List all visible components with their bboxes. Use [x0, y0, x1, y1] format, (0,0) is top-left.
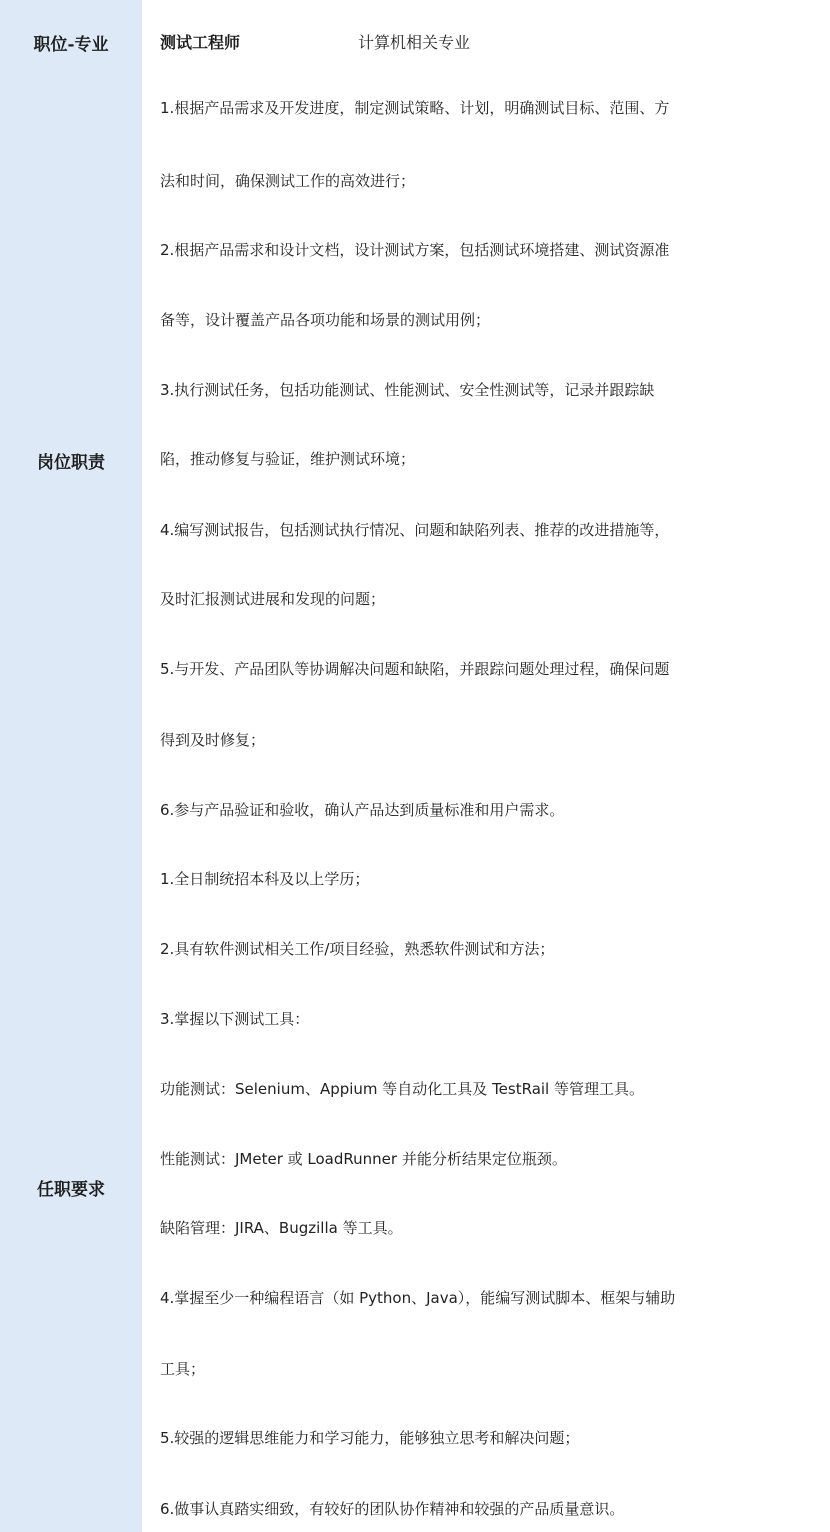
responsibility-line: 6.参与产品验证和验收，确认产品达到质量标准和用户需求。 — [160, 801, 565, 819]
requirement-line: 5.较强的逻辑思维能力和学习能力，能够独立思考和解决问题； — [160, 1429, 580, 1447]
requirement-line: 性能测试：JMeter 或 LoadRunner 并能分析结果定位瓶颈。 — [160, 1150, 567, 1168]
responsibility-line: 法和时间，确保测试工作的高效进行； — [160, 172, 416, 190]
requirement-line: 3.掌握以下测试工具： — [160, 1010, 310, 1028]
responsibility-line: 4.编写测试报告，包括测试执行情况、问题和缺陷列表、推荐的改进措施等， — [160, 521, 670, 539]
label-column — [0, 0, 142, 1532]
responsibility-line: 陷，推动修复与验证，维护测试环境； — [160, 450, 416, 468]
requirement-line: 工具； — [160, 1360, 206, 1378]
responsibility-line: 3.执行测试任务，包括功能测试、性能测试、安全性测试等，记录并跟踪缺 — [160, 381, 655, 399]
requirements-label: 任职要求 — [37, 1180, 105, 1200]
requirement-line: 缺陷管理：JIRA、Bugzilla 等工具。 — [160, 1219, 403, 1237]
requirement-line: 6.做事认真踏实细致，有较好的团队协作精神和较强的产品质量意识。 — [160, 1500, 625, 1518]
requirement-line: 1.全日制统招本科及以上学历； — [160, 870, 370, 888]
responsibility-line: 1.根据产品需求及开发进度，制定测试策略、计划，明确测试目标、范围、方 — [160, 99, 670, 117]
responsibility-line: 得到及时修复； — [160, 731, 266, 749]
responsibilities-label: 岗位职责 — [37, 453, 105, 473]
requirement-line: 4.掌握至少一种编程语言（如 Python、Java），能编写测试脚本、框架与辅助 — [160, 1289, 676, 1307]
requirement-line: 功能测试：Selenium、Appium 等自动化工具及 TestRail 等管理工具。 — [160, 1080, 644, 1098]
position-title: 测试工程师 — [160, 33, 241, 52]
responsibility-line: 5.与开发、产品团队等协调解决问题和缺陷，并跟踪问题处理过程，确保问题 — [160, 660, 670, 678]
responsibility-line: 2.根据产品需求和设计文档，设计测试方案，包括测试环境搭建、测试资源准 — [160, 241, 670, 259]
responsibility-line: 备等，设计覆盖产品各项功能和场景的测试用例； — [160, 311, 491, 329]
responsibility-line: 及时汇报测试进展和发现的问题； — [160, 590, 386, 608]
requirement-line: 2.具有软件测试相关工作/项目经验，熟悉软件测试和方法； — [160, 940, 555, 958]
position-major-label: 职位-专业 — [33, 35, 109, 55]
major-requirement: 计算机相关专业 — [358, 33, 471, 52]
